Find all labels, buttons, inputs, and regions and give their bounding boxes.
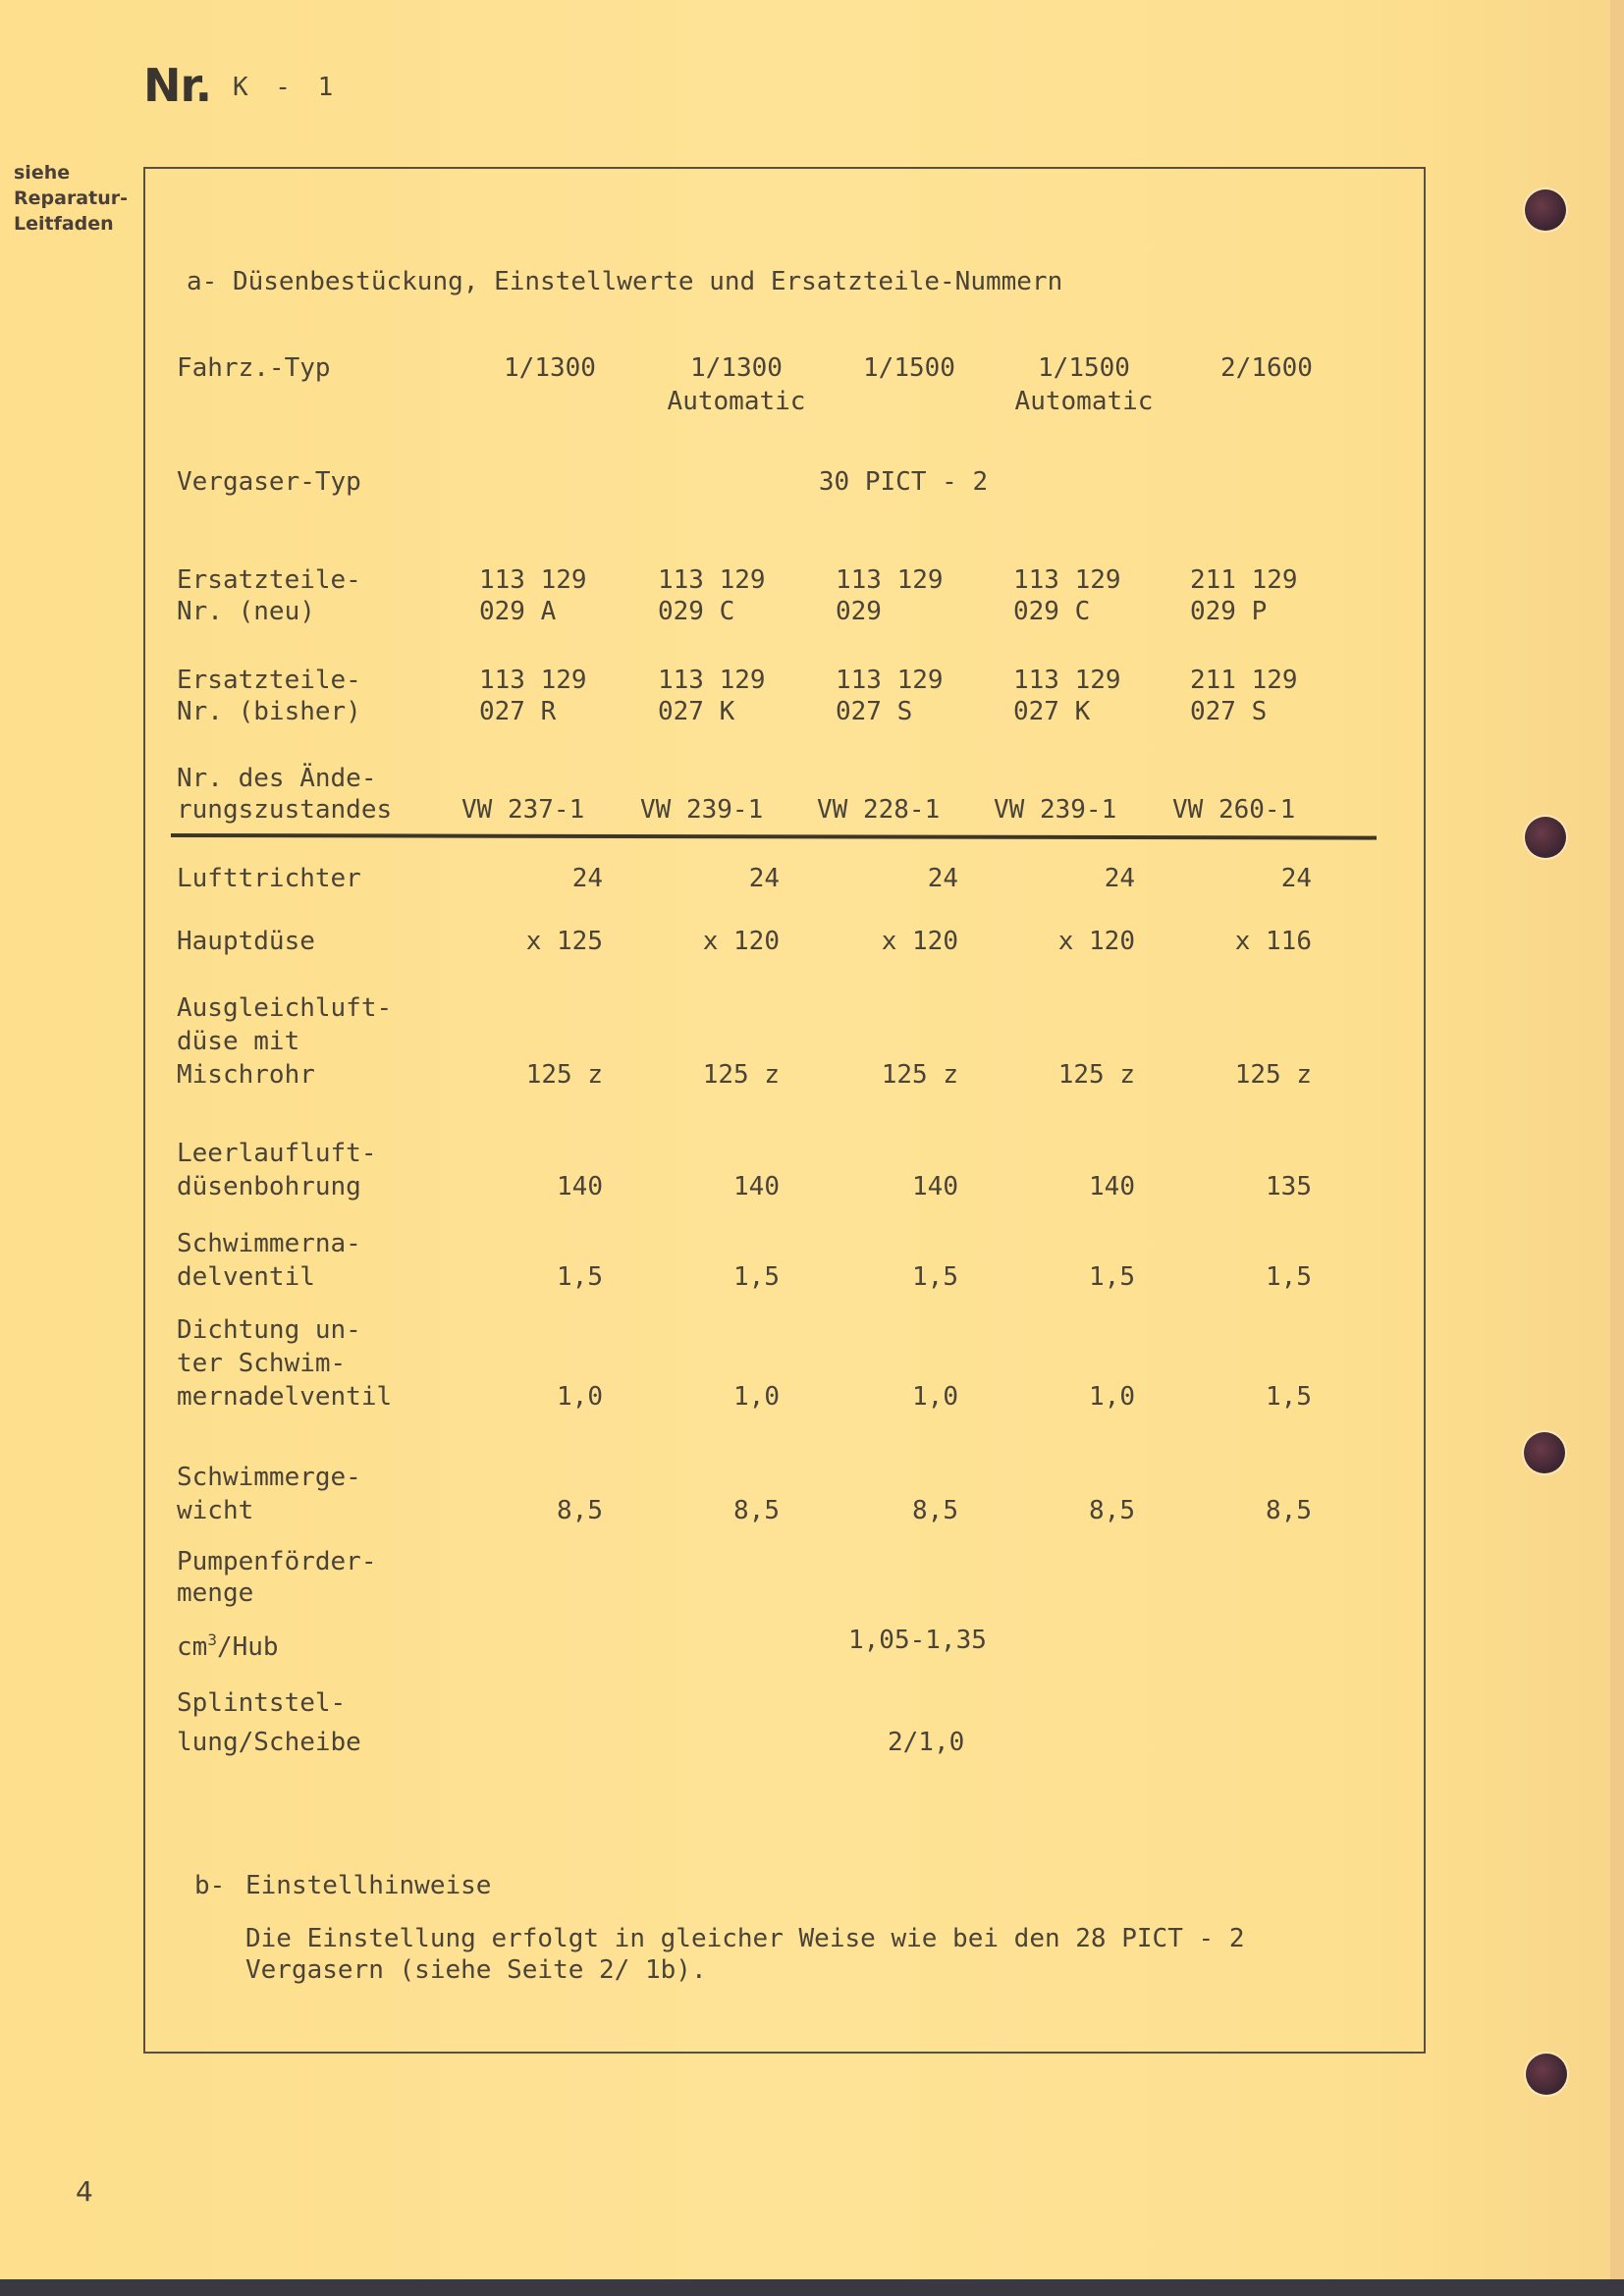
change-state-label-1: Nr. des Ände- (177, 764, 377, 793)
row-value: 24 (748, 864, 780, 893)
row-value: 8,5 (912, 1496, 958, 1525)
parts-old-label-1: Ersatzteile- (177, 666, 361, 695)
document-number-label: Nr. (143, 59, 212, 112)
row-value: 140 (912, 1172, 958, 1201)
carb-type-value: 30 PICT - 2 (818, 467, 989, 497)
row-value: 125 z (702, 1060, 780, 1090)
vehicle-type-col-5: 2/1600 (1220, 353, 1313, 383)
row-value: 24 (1280, 864, 1312, 893)
row-value: 8,5 (733, 1496, 780, 1525)
parts-old-value: 027 S (836, 697, 913, 726)
vehicle-type-col-4: 1/1500 (1038, 353, 1130, 383)
row-value: x 120 (702, 927, 780, 956)
row-label-line: delventil (177, 1262, 315, 1292)
row-value: 1,0 (1089, 1382, 1135, 1412)
carb-type-label: Vergaser-Typ (177, 467, 361, 497)
margin-note-line: Leitfaden (14, 213, 114, 235)
row-value: 8,5 (557, 1496, 603, 1525)
punch-hole (1526, 2054, 1567, 2095)
row-label-line: Lufttrichter (177, 864, 361, 893)
row-value: 140 (733, 1172, 780, 1201)
page-edge (1610, 0, 1624, 2279)
parts-new-label-2: Nr. (neu) (177, 597, 315, 626)
parts-new-value: 211 129 (1190, 565, 1298, 595)
parts-old-value: 027 R (479, 697, 557, 726)
parts-new-value: 029 P (1190, 597, 1268, 626)
vehicle-type-col-2: 1/1300 (690, 353, 783, 383)
parts-old-value: 113 129 (836, 666, 944, 695)
vehicle-type-col-2-sub: Automatic (667, 387, 806, 416)
row-value: 24 (1104, 864, 1135, 893)
parts-old-value: 027 K (1013, 697, 1091, 726)
parts-old-value: 027 K (658, 697, 735, 726)
parts-old-label-2: Nr. (bisher) (177, 697, 361, 726)
section-b-title: Einstellhinweise (245, 1871, 492, 1900)
pump-value: 1,05-1,35 (848, 1626, 987, 1655)
parts-new-value: 029 (836, 597, 882, 626)
pump-label-1: Pumpenförder- (177, 1547, 377, 1576)
row-value: 1,5 (1266, 1382, 1312, 1412)
row-value: x 125 (525, 927, 603, 956)
row-value: 1,0 (912, 1382, 958, 1412)
splint-value: 2/1,0 (888, 1728, 965, 1757)
row-value: 1,0 (733, 1382, 780, 1412)
change-state-value: VW 239-1 (994, 795, 1117, 825)
row-label-line: Ausgleichluft- (177, 993, 393, 1023)
pump-unit (177, 1626, 279, 1662)
parts-old-value: 027 S (1190, 697, 1268, 726)
pump-unit-prefix: cm (177, 1632, 208, 1662)
splint-label-1: Splintstel- (177, 1688, 347, 1718)
pump-unit-sup: 3 (207, 1630, 217, 1649)
row-label-line: Mischrohr (177, 1060, 315, 1090)
row-value: 140 (557, 1172, 603, 1201)
row-label-line: ter Schwim- (177, 1349, 347, 1378)
row-value: 1,5 (1266, 1262, 1312, 1292)
document-number-value: K - 1 (233, 73, 340, 102)
change-state-value: VW 237-1 (461, 795, 585, 825)
punch-hole (1524, 1432, 1565, 1473)
vehicle-type-col-4-sub: Automatic (1014, 387, 1154, 416)
parts-old-value: 113 129 (1013, 666, 1121, 695)
row-label-line: Leerlaufluft- (177, 1139, 377, 1168)
margin-note (14, 160, 128, 237)
parts-new-value: 113 129 (658, 565, 766, 595)
parts-old-value: 211 129 (1190, 666, 1298, 695)
change-state-value: VW 260-1 (1172, 795, 1296, 825)
row-value: x 120 (881, 927, 958, 956)
row-value: 24 (571, 864, 603, 893)
parts-new-value: 029 A (479, 597, 557, 626)
row-label-line: Hauptdüse (177, 927, 315, 956)
margin-note-line: siehe (14, 162, 71, 184)
parts-old-value: 113 129 (479, 666, 587, 695)
section-a-title: a- Düsenbestückung, Einstellwerte und Ersatzteile-Nummern (187, 267, 1063, 296)
row-value: 1,5 (557, 1262, 603, 1292)
row-value: 1,5 (1089, 1262, 1135, 1292)
splint-label-2: lung/Scheibe (177, 1728, 361, 1757)
row-label-line: wicht (177, 1496, 254, 1525)
punch-hole (1525, 189, 1566, 231)
row-value: 8,5 (1266, 1496, 1312, 1525)
row-value: 8,5 (1089, 1496, 1135, 1525)
pump-unit-suffix: /Hub (216, 1632, 279, 1662)
parts-new-value: 113 129 (836, 565, 944, 595)
row-label-line: düse mit (177, 1027, 300, 1056)
row-value: 24 (927, 864, 958, 893)
change-state-label-2: rungszustandes (177, 795, 393, 825)
row-value: 125 z (525, 1060, 603, 1090)
row-value: 1,0 (557, 1382, 603, 1412)
parts-new-value: 029 C (1013, 597, 1091, 626)
row-label-line: Schwimmerge- (177, 1463, 361, 1492)
parts-new-value: 113 129 (1013, 565, 1121, 595)
vehicle-type-col-3: 1/1500 (863, 353, 955, 383)
section-b-marker: b- (194, 1871, 226, 1900)
section-b-text-line-1: Die Einstellung erfolgt in gleicher Weise wie bei den 28 PICT - 2 (245, 1924, 1245, 1953)
parts-old-value: 113 129 (658, 666, 766, 695)
change-state-value: VW 239-1 (640, 795, 764, 825)
row-value: 135 (1266, 1172, 1312, 1201)
row-value: 1,5 (733, 1262, 780, 1292)
content-frame (143, 167, 1426, 2054)
row-value: 125 z (1057, 1060, 1135, 1090)
row-value: 1,5 (912, 1262, 958, 1292)
vehicle-type-col-1: 1/1300 (504, 353, 596, 383)
parts-new-value: 113 129 (479, 565, 587, 595)
change-state-value: VW 228-1 (817, 795, 941, 825)
row-value: 140 (1089, 1172, 1135, 1201)
vehicle-type-label: Fahrz.-Typ (177, 353, 331, 383)
parts-new-label-1: Ersatzteile- (177, 565, 361, 595)
row-value: x 120 (1057, 927, 1135, 956)
row-label-line: düsenbohrung (177, 1172, 361, 1201)
row-value: 125 z (881, 1060, 958, 1090)
parts-new-value: 029 C (658, 597, 735, 626)
row-label-line: Schwimmerna- (177, 1229, 361, 1258)
row-value: x 116 (1234, 927, 1312, 956)
row-label-line: Dichtung un- (177, 1315, 361, 1345)
page-number: 4 (76, 2175, 93, 2208)
row-value: 125 z (1234, 1060, 1312, 1090)
punch-hole (1525, 817, 1566, 858)
margin-note-line: Reparatur- (14, 187, 128, 209)
section-b-text-line-2: Vergasern (siehe Seite 2/ 1b). (245, 1955, 707, 1985)
row-label-line: mernadelventil (177, 1382, 393, 1412)
pump-label-2: menge (177, 1578, 254, 1608)
